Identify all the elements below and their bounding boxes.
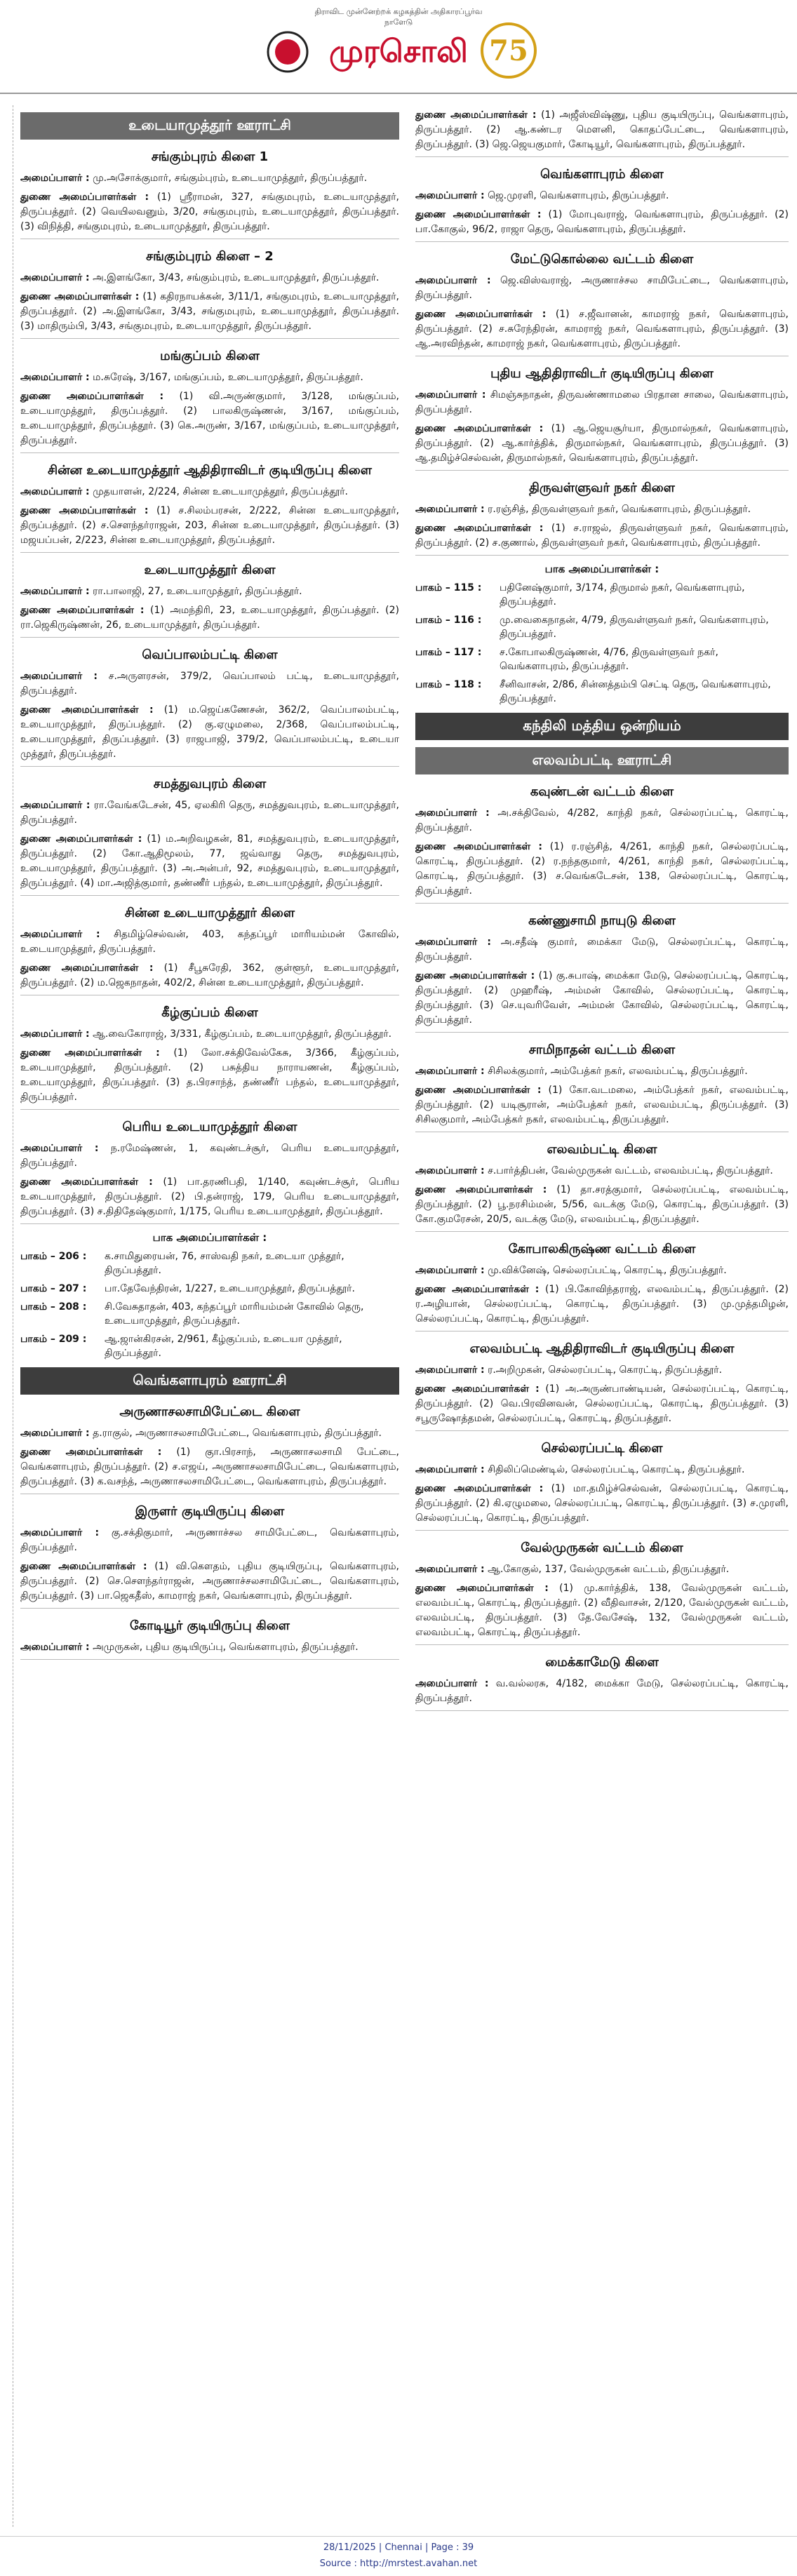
branch-heading: வெப்பாலம்பட்டி கிளை: [142, 648, 278, 662]
branch-heading: மைக்காமேடு கிளை: [545, 1655, 659, 1670]
deputy-names: (1) மா.தமிழ்ச்செல்வன், செல்லரப்பட்டி, கொரட்டி, திருப்பத்தூர். (2) கி.ஏழுமலை, செல்லரப்பட்டி, கொரட்டி, திருப்பத்தூர். (3) ச.முரளி, செல்லரப்பட்டி, கொரட்டி, திருப்பத்தூர்.: [415, 1483, 789, 1524]
booth-number: பாகம் – 116 :: [415, 615, 482, 626]
booth-number: பாகம் – 208 :: [20, 1301, 87, 1313]
organizer-name: ம.சுரேஷ், 3/167, மங்குப்பம், உடையாமுத்தூர், திருப்பத்தூர்.: [93, 372, 363, 383]
branch-heading: அருணாசலசாமிபேட்டை கிளை: [119, 1404, 300, 1419]
branch-heading: திருவள்ளுவர் நகர் கிளை: [529, 481, 675, 495]
organizer-name: ர.அறிமுகன், செல்லரப்பட்டி, கொரட்டி, திருப்பத்தூர்.: [488, 1364, 723, 1376]
deputy-names: (1) ச.சிலம்பரசன், 2/222, சின்ன உடையாமுத்தூர், திருப்பத்தூர். (2) ச.சௌந்தர்ராஜன், 203, சின்ன உடையாமுத்தூர், திருப்பத்தூர். (3) மஜயப்பன், 2/223, சின்ன உடையாமுத்தூர், திருப்பத்தூர்.: [20, 505, 399, 546]
deputy-names: (1) வி.அருண்குமார், 3/128, மங்குப்பம், உடையாமுத்தூர், திருப்பத்தூர். (2) பாலகிருஷ்ணன், 3/167, மங்குப்பம், உடையாமுத்தூர், திருப்பத்தூர். (3) கெ.அருண், 3/167, மங்குப்பம், உடையாமுத்தூர், திருப்பத்தூர்.: [20, 391, 399, 446]
branch-heading: கோடியூர் குடியிருப்பு கிளை: [130, 1618, 290, 1633]
deputy-label: துணை அமைப்பாளர்கள் :: [20, 1176, 153, 1188]
deputy-label: துணை அமைப்பாளர்கள் :: [20, 704, 154, 716]
organizer-name: ந.ரமேஷ்ணன், 1, கவுண்டச்சூர், பெரிய உடையாமுத்தூர், திருப்பத்தூர்.: [20, 1143, 399, 1169]
organizer-label: அமைப்பாளர் :: [415, 1165, 485, 1176]
booth-row: [20, 1300, 399, 1328]
organizer-label: அமைப்பாளர் :: [20, 173, 90, 184]
masthead: [0, 0, 797, 94]
branch-heading: பெரிய உடையாமுத்தூர் கிளை: [122, 1120, 297, 1134]
deputy-names: (1) ர.ரஞ்சித், 4/261, காந்தி நகர், செல்லரப்பட்டி, கொரட்டி, திருப்பத்தூர். (2) ர.நந்தகுமார், 4/261, காந்தி நகர், செல்லரப்பட்டி, கொரட்டி, திருப்பத்தூர். (3) ச.வெங்கடேசன், 138, செல்லரப்பட்டி, கொரட்டி, திருப்பத்தூர்.: [415, 841, 789, 897]
deputy-organizers-entry: [415, 840, 789, 899]
booth-organizer: பா.தேவேந்திரன், 1/227, உடையாமுத்தூர், திருப்பத்தூர்.: [105, 1283, 355, 1294]
branch-heading: சின்ன உடையாமுத்தூர் கிளை: [124, 906, 295, 920]
deputy-organizers-entry: [20, 389, 399, 448]
divider: [20, 1223, 399, 1224]
organizer-entry: [20, 1640, 399, 1655]
organizer-name: சிசிலக்குமார், அம்பேத்கர் நகர், எலவம்பட்டி, திருப்பத்தூர்.: [488, 1066, 748, 1077]
organizer-entry: [415, 1064, 789, 1079]
organizer-label: அமைப்பாளர் :: [415, 1066, 485, 1077]
party-emblem-inner: [275, 39, 300, 65]
masthead-title: முரசொலி: [329, 34, 468, 69]
organizer-name: ஜெ.முரளி, வெங்களாபுரம், திருப்பத்தூர்.: [488, 190, 669, 201]
divider: [415, 1231, 789, 1232]
deputy-organizers-entry: [20, 961, 399, 991]
booth-row: [415, 613, 789, 641]
deputy-label: துணை அமைப்பாளர்கள் :: [415, 1284, 540, 1295]
deputy-organizers-entry: [20, 603, 399, 633]
deputy-names: (1) மோபுவராஜ், வெங்களாபுரம், திருப்பத்தூர். (2) பா.கோகுல், 96/2, ராஜா தெரு, வெங்களாபுரம், திருப்பத்தூர்.: [415, 209, 789, 235]
organizer-name: அ.சதீஷ் குமார், மைக்கா மேடு, செல்லரப்பட்டி, கொரட்டி, திருப்பத்தூர்.: [415, 937, 789, 962]
branch-heading: கண்ணுசாமி நாயுடு கிளை: [528, 913, 676, 928]
branch-heading: சாமிநாதன் வட்டம் கிளை: [528, 1042, 676, 1057]
divider: [20, 766, 399, 767]
booth-organizer: மு.வைகைநாதன், 4/79, திருவள்ளுவர் நகர், வெங்களாபுரம், திருப்பத்தூர்.: [500, 615, 769, 640]
deputy-organizers-entry: [20, 1445, 399, 1489]
divider: [415, 903, 789, 904]
deputy-names: (1) அமந்திரி, 23, உடையாமுத்தூர், திருப்பத்தூர். (2) ரா.ஜெகிருஷ்ணன், 26, உடையாமுத்தூர், திருப்பத்தூர்.: [20, 605, 399, 631]
branch-heading: வெங்களாபுரம் கிளை: [540, 167, 664, 182]
branch-heading: மங்குப்பம் கிளை: [160, 349, 260, 363]
deputy-names: (1) குா.பிரசாந், அருணாசலசாமி பேட்டை, வெங்களாபுரம், திருப்பத்தூர். (2) ச.எஜய், அருணாசலசாமிபேட்டை, வெங்களாபுரம், திருப்பத்தூர். (3) க.வசந்த், அருணாசலசாமிபேட்டை, வெங்களாபுரம், திருப்பத்தூர்.: [20, 1447, 399, 1487]
deputy-names: (1) பா.தரணிபதி, 1/140, கவுண்டச்சூர், பெரிய உடையாமுத்தூர், திருப்பத்தூர். (2) பி.தன்ராஜ், 179, பெரிய உடையாமுத்தூர், திருப்பத்தூர். (3) ச.திதிதேஷ்குமார், 1/175, பெரிய உடையாமுத்தூர், திருப்பத்தூர்.: [20, 1176, 399, 1217]
organizer-name: ர.ரஞ்சித், திருவள்ளுவர் நகர், வெங்களாபுரம், திருப்பத்தூர்.: [488, 504, 751, 515]
deputy-names: (1) ஆ.ஜெயசூர்யா, திருமால்நகர், வெங்களாபுரம், திருப்பத்தூர். (2) ஆ.கார்த்திக், திருமால்நகர், வெங்களாபுரம், திருப்பத்தூர். (3) ஆ.தமிழ்ச்செல்வன், திருமால்நகர், வெங்களாபுரம், திருப்பத்தூர்.: [415, 423, 789, 464]
deputy-names: (1) கோ.வடமலை, அம்பேத்கர் நகர், எலவம்பட்டி, திருப்பத்தூர். (2) யடிசூரான், அம்பேத்கர் நகர், எலவம்பட்டி, திருப்பத்தூர். (3) சிசிலகுமார், அம்பேத்கர் நகர், எலவம்பட்டி, திருப்பத்தூர்.: [415, 1085, 789, 1125]
organizer-name: ச.பார்த்திபன், வேல்முருகன் வட்டம், எலவம்பட்டி, திருப்பத்தூர்.: [488, 1165, 773, 1176]
deputy-label: துணை அமைப்பாளர்கள் :: [20, 291, 140, 302]
divider: [415, 1430, 789, 1431]
deputy-organizers-entry: [415, 1183, 789, 1227]
masthead-logo: [239, 15, 558, 86]
deputy-names: (1) சீபூசுரேதி, 362, குள்ளூர், உடையாமுத்தூர், திருப்பத்தூர். (2) ம.ஜெகநாதன், 402/2, சின்ன உடையாமுத்தூர், திருப்பத்தூர்.: [20, 962, 399, 988]
branch-heading: இருளர் குடியிருப்பு கிளை: [135, 1504, 285, 1519]
organizer-entry: [415, 274, 789, 303]
organizer-label: அமைப்பாளர் :: [20, 929, 100, 940]
branch-heading: வேல்முருகன் வட்டம் கிளை: [521, 1541, 683, 1555]
deputy-organizers-entry: [415, 1282, 789, 1327]
branch-heading: உடையாமுத்தூர் கிளை: [144, 563, 276, 577]
organizer-name: சிமஞ்சுநாதன், திருவண்ணாமலை பிரதான சாலை, வெங்களாபுரம், திருப்பத்தூர்.: [415, 389, 789, 415]
booth-row: [415, 678, 789, 706]
organizer-entry: [415, 935, 789, 965]
deputy-organizers-entry: [415, 1083, 789, 1127]
branch-heading: கோபாலகிருஷ்ண வட்டம் கிளை: [508, 1242, 696, 1256]
booth-number: பாகம் – 115 :: [415, 582, 482, 593]
divider: [20, 1659, 399, 1660]
deputy-organizers-entry: [415, 307, 789, 351]
deputy-organizers-entry: [20, 832, 399, 891]
deputy-organizers-entry: [415, 208, 789, 237]
divider: [415, 241, 789, 242]
organizer-label: அமைப்பாளர் :: [415, 1464, 485, 1475]
booth-organizers-title: பாக அமைப்பாளர்கள் :: [152, 1231, 267, 1244]
booth-row: [415, 581, 789, 609]
organizer-label: அமைப்பாளர் :: [20, 671, 98, 682]
organizer-label: அமைப்பாளர் :: [415, 504, 485, 515]
organizer-entry: [20, 485, 399, 499]
deputy-organizers-entry: [415, 1581, 789, 1640]
organizer-entry: [415, 1562, 789, 1577]
deputy-label: துணை அமைப்பாளர்கள் :: [20, 1561, 147, 1572]
booth-number: பாகம் – 207 :: [20, 1283, 87, 1294]
left-column: [13, 105, 399, 2527]
organizer-entry: [20, 798, 399, 828]
organizer-entry: [415, 1164, 789, 1179]
masthead-tagline: திராவிட முன்னேற்றக் கழகத்தின் அதிகாரப்பூர்வ நாளேடு: [314, 7, 483, 27]
deputy-organizers-entry: [415, 1382, 789, 1426]
booth-organizer: ஆ.ஜான்கிரசன், 2/961, கீழ்குப்பம், உடையா முத்தூர், திருப்பத்தூர்.: [105, 1334, 342, 1359]
branch-heading: புதிய ஆதிதிராவிடர் குடியிருப்பு கிளை: [490, 366, 714, 381]
organizer-name: ஆ.வைகோராஜ், 3/331, கீழ்குப்பம், உடையாமுத்தூர், திருப்பத்தூர்.: [93, 1028, 392, 1040]
deputy-names: (1) அ.அருண்பாண்டியன், செல்லரப்பட்டி, கொரட்டி, திருப்பத்தூர். (2) வெ.பிரவினவன், செல்லரப்பட்டி, கொரட்டி, திருப்பத்தூர். (3) சபூருஷோத்தமன், செல்லரப்பட்டி, கொரட்டி, திருப்பத்தூர்.: [415, 1383, 789, 1424]
branch-heading: சமத்துவபுரம் கிளை: [153, 777, 267, 791]
deputy-label: துணை அமைப்பாளர்கள் :: [415, 970, 535, 981]
organizer-entry: [415, 1677, 789, 1706]
footer-source-link[interactable]: Source : http://mrstest.avahan.net: [319, 2558, 478, 2569]
booth-organizers-title: பாக அமைப்பாளர்கள் :: [544, 563, 659, 575]
divider: [415, 156, 789, 157]
deputy-label: துணை அமைப்பாளர்கள் :: [415, 1383, 540, 1395]
branch-heading: மேட்டுகொல்லை வட்டம் கிளை: [510, 252, 694, 267]
organizer-entry: [20, 1141, 399, 1171]
deputy-names: (1) ச.ஜீவானன், காமராஜ் நகர், வெங்களாபுரம், திருப்பத்தூர். (2) ச.சுரேந்திரன், காமராஜ் நகர், வெங்களாபுரம், திருப்பத்தூர். (3) ஆ.அரவிந்தன், காமராஜ் நகர், வெங்களாபுரம், திருப்பத்தூர்.: [415, 309, 789, 349]
organizer-entry: [20, 584, 399, 599]
organizer-label: அமைப்பாளர் :: [415, 1265, 485, 1276]
deputy-organizers-entry: [415, 969, 789, 1028]
deputy-label: துணை அமைப்பாளர்கள் :: [415, 109, 537, 121]
branch-heading: செல்லரப்பட்டி கிளை: [541, 1441, 663, 1456]
divider: [20, 637, 399, 638]
organizer-entry: [20, 171, 399, 186]
deputy-label: துணை அமைப்பாளர்கள் :: [415, 1583, 549, 1594]
organizer-name: அ.சக்திவேல், 4/282, காந்தி நகர், செல்லரப்பட்டி, கொரட்டி, திருப்பத்தூர்.: [415, 807, 789, 833]
organizer-entry: [20, 1526, 399, 1555]
organizer-label: அமைப்பாளர் :: [415, 275, 491, 286]
organizer-name: சிதிலிப்மெண்டில், செல்லரப்பட்டி, கொரட்டி, திருப்பத்தூர்.: [488, 1464, 745, 1475]
deputy-names: (1) ம.அறிவழகன், 81, சமத்துவபுரம், உடையாமுத்தூர், திருப்பத்தூர். (2) கோ.ஆதிமூலம், 77, ஜவ்வாது தெரு, சமத்துவபுரம், உடையாமுத்தூர், திருப்பத்தூர். (3) அ.அன்பர், 92, சமத்துவபுரம், உடையாமுத்தூர், திருப்பத்தூர். (4) மா.அஜித்குமார், தண்ணீர் பந்தல், உடையாமுத்தூர், திருப்பத்தூர்.: [20, 833, 399, 889]
section-band: உடையாமுத்தூர் ஊராட்சி: [20, 112, 399, 140]
organizer-name: கு.சக்திகுமார், அருணாச்சல சாமிபேட்டை, வெங்களாபுரம், திருப்பத்தூர்.: [20, 1527, 399, 1553]
divider: [415, 1032, 789, 1033]
deputy-organizers-entry: [20, 703, 399, 762]
deputy-organizers-entry: [20, 1175, 399, 1219]
deputy-label: துணை அமைப்பாளர்கள் :: [20, 962, 154, 974]
divider: [415, 1710, 789, 1711]
divider: [415, 555, 789, 556]
deputy-label: துணை அமைப்பாளர்கள் :: [415, 423, 544, 434]
section-band: வெங்களாபுரம் ஊராட்சி: [20, 1367, 399, 1395]
deputy-organizers-entry: [415, 108, 789, 152]
organizer-label: அமைப்பாளர் :: [20, 372, 90, 383]
branch-heading: சின்ன உடையாமுத்தூர் ஆதிதிராவிடர் குடியிருப்பு கிளை: [47, 463, 373, 478]
deputy-label: துணை அமைப்பாளர்கள் :: [415, 523, 544, 534]
deputy-label: துணை அமைப்பாளர்கள் :: [20, 1447, 162, 1458]
organizer-entry: [20, 669, 399, 699]
deputy-label: துணை அமைப்பாளர்கள் :: [415, 1483, 544, 1494]
deputy-organizers-entry: [20, 290, 399, 334]
booth-row: [20, 1282, 399, 1296]
organizer-entry: [20, 927, 399, 957]
deputy-names: (1) பி.கோவிந்தராஜ், எலவம்பட்டி, திருப்பத்தூர். (2) ர.அழியான், செல்லரப்பட்டி, கொரட்டி, திருப்பத்தூர். (3) மு.முத்தமிழன், செல்லரப்பட்டி, கொரட்டி, திருப்பத்தூர்.: [415, 1284, 789, 1324]
booth-organizer: பதினேஷ்குமார், 3/174, திருமால் நகர், வெங்களாபுரம், திருப்பத்தூர்.: [500, 582, 745, 608]
deputy-names: (1) மு.கார்த்திக், 138, வேல்முருகன் வட்டம், எலவம்பட்டி, கொரட்டி, திருப்பத்தூர். (2) வீதிவாசன், 2/120, வேல்முருகன் வட்டம், எலவம்பட்டி, திருப்பத்தூர். (3) தே.வேசேஷ், 132, வேல்முருகன் வட்டம், எலவம்பட்டி, கொரட்டி, திருப்பத்தூர்.: [415, 1583, 789, 1638]
deputy-names: (1) ஸ்ரீராமன், 327, சங்குமபுரம், உடையாமுத்தூர், திருப்பத்தூர். (2) வெயிலவனும், 3/20, சங்குமபுரம், உடையாமுத்தூர், திருப்பத்தூர். (3) விநித்தி, சங்குமபுரம், உடையாமுத்தூர், திருப்பத்தூர்.: [20, 192, 399, 232]
organizer-name: ஆ.கோகுல், 137, வேல்முருகன் வட்டம், திருப்பத்தூர்.: [488, 1564, 730, 1575]
organizer-label: அமைப்பாளர் :: [415, 389, 486, 401]
branch-heading: கீழ்குப்பம் கிளை: [161, 1005, 258, 1020]
organizer-entry: [415, 806, 789, 836]
organizer-entry: [415, 1463, 789, 1477]
organizer-label: அமைப்பாளர் :: [415, 807, 490, 819]
organizer-label: அமைப்பாளர் :: [415, 937, 492, 948]
organizer-name: மு.விக்னேஷ், செல்லரப்பட்டி, கொரட்டி, திருப்பத்தூர்.: [488, 1265, 727, 1276]
organizer-name: வ.வல்லரசு, 4/182, மைக்கா மேடு, செல்லரப்பட்டி, கொரட்டி, திருப்பத்தூர்.: [415, 1678, 789, 1704]
deputy-label: துணை அமைப்பாளர்கள் :: [20, 605, 145, 616]
organizer-label: அமைப்பாளர் :: [20, 586, 90, 597]
page-footer: [0, 2536, 797, 2576]
divider: [20, 895, 399, 896]
organizer-label: அமைப்பாளர் :: [415, 1364, 485, 1376]
organizer-label: அமைப்பாளர் :: [20, 486, 90, 497]
organizer-name: ரா.பாலாஜி, 27, உடையாமுத்தூர், திருப்பத்தூர்.: [93, 586, 302, 597]
divider: [415, 470, 789, 471]
deputy-names: (1) கு.சுபாஷ், மைக்கா மேடு, செல்லரப்பட்டி, கொரட்டி, திருப்பத்தூர். (2) முஹரீஷ், அம்மன் கோவில், செல்லரப்பட்டி, கொரட்டி, திருப்பத்தூர். (3) செ.யுவரிவேள், அம்மன் கோவில், செல்லரப்பட்டி, கொரட்டி, திருப்பத்தூர்.: [415, 970, 789, 1026]
booth-number: பாகம் – 118 :: [415, 679, 482, 690]
organizer-label: அமைப்பாளர் :: [20, 800, 91, 811]
divider: [20, 452, 399, 453]
organizer-entry: [20, 370, 399, 385]
booth-organizer: சீனிவாசன், 2/86, சின்னத்தம்பி செட்டி தெரு, வெங்களாபுரம், திருப்பத்தூர்.: [500, 679, 771, 704]
deputy-label: துணை அமைப்பாளர்கள் :: [415, 1184, 547, 1195]
deputy-label: துணை அமைப்பாளர்கள் :: [415, 841, 542, 852]
organizer-name: ச.அருளரசன், 379/2, வெப்பாலம் பட்டி, உடையாமுத்தூர், திருப்பத்தூர்.: [20, 671, 399, 697]
booth-number: பாகம் – 209 :: [20, 1334, 87, 1345]
organizer-label: அமைப்பாளர் :: [20, 1428, 90, 1439]
deputy-label: துணை அமைப்பாளர்கள் :: [20, 391, 164, 402]
deputy-names: (1) கதிரநாயக்கன், 3/11/1, சங்குமபுரம், உடையாமுத்தூர், திருப்பத்தூர். (2) அ.இளங்கோ, 3/43, சங்குமபுரம், உடையாமுத்தூர், திருப்பத்தூர். (3) மாதிரும்பி, 3/43, சங்குமபுரம், உடையாமுத்தூர், திருப்பத்தூர்.: [20, 291, 399, 332]
organizer-label: அமைப்பாளர் :: [20, 1143, 99, 1154]
organizer-entry: [20, 1426, 399, 1441]
organizer-entry: [20, 1027, 399, 1042]
deputy-organizers-entry: [20, 1046, 399, 1105]
organizer-name: அமுருகன், புதிய குடியிருப்பு, வெங்களாபுரம், திருப்பத்தூர்.: [93, 1642, 359, 1653]
organizer-label: அமைப்பாளர் :: [415, 1564, 485, 1575]
deputy-names: (1) தா.சரத்குமார், செல்லரப்பட்டி, எலவம்பட்டி, திருப்பத்தூர். (2) பூ.நரசிம்மன், 5/56, வடக்கு மேடு, கொரட்டி, திருப்பத்தூர். (3) கோ.குமரேசன், 20/5, வடக்கு மேடு, எலவம்பட்டி, திருப்பத்தூர்.: [415, 1184, 789, 1225]
deputy-organizers-entry: [20, 504, 399, 548]
booth-number: பாகம் – 206 :: [20, 1251, 87, 1262]
branch-heading: சங்கும்புரம் கிளை – 2: [146, 249, 274, 264]
branch-heading: சங்கும்புரம் கிளை 1: [151, 149, 269, 164]
organizer-entry: [415, 502, 789, 517]
deputy-label: துணை அமைப்பாளர்கள் :: [20, 1047, 160, 1059]
deputy-organizers-entry: [20, 190, 399, 234]
organizer-name: ரா.வேங்கடேசன், 45, ஏலகிரி தெரு, சமத்துவபுரம், உடையாமுத்தூர், திருப்பத்தூர்.: [20, 800, 399, 826]
divider: [20, 1608, 399, 1609]
divider: [415, 1530, 789, 1531]
deputy-label: துணை அமைப்பாளர்கள் :: [20, 192, 149, 203]
deputy-organizers-entry: [415, 521, 789, 551]
organizer-name: சிதமிழ்செல்வன், 403, கந்தப்பூர் மாரியம்மன் கோவில், உடையாமுத்தூர், திருப்பத்தூர்.: [20, 929, 399, 955]
organizer-label: அமைப்பாளர் :: [20, 1642, 90, 1653]
organizer-label: அமைப்பாளர் :: [20, 1527, 100, 1538]
right-column: [415, 105, 789, 2527]
organizer-name: ஜெ.விஸ்வராஜ், அருணாச்சல சாமிபேட்டை, வெங்களாபுரம், திருப்பத்தூர்.: [415, 275, 789, 301]
booth-row: [415, 645, 789, 673]
branch-heading: கவுண்டன் வட்டம் கிளை: [530, 784, 674, 799]
booth-row: [20, 1249, 399, 1277]
deputy-organizers-entry: [415, 422, 789, 466]
divider: [415, 1644, 789, 1645]
deputy-label: துணை அமைப்பாளர்கள் :: [415, 1085, 542, 1096]
branch-heading: எலவம்பட்டி ஆதிதிராவிடர் குடியிருப்பு கிளை: [469, 1341, 735, 1356]
deputy-label: துணை அமைப்பாளர்கள் :: [415, 209, 542, 220]
deputy-names: (1) வி.கௌதம், புதிய குடியிருப்பு, வெங்களாபுரம், திருப்பத்தூர். (2) செ.சௌந்தர்ராஜன், அருணாச்சலசாமிபேட்டை, வெங்களாபுரம், திருப்பத்தூர். (3) பா.ஜெகதீஸ், காமராஜ் நகர், வெங்களாபுரம், திருப்பத்தூர்.: [20, 1561, 399, 1602]
deputy-label: துணை அமைப்பாளர்கள் :: [415, 309, 547, 320]
organizer-name: முதயாளன், 2/224, சின்ன உடையாமுத்தூர், திருப்பத்தூர்.: [93, 486, 348, 497]
organizer-entry: [415, 189, 789, 203]
booth-organizer: ச.கோபாலகிருஷ்ணன், 4/76, திருவள்ளுவர் நகர், வெங்களாபுரம், திருப்பத்தூர்.: [500, 647, 718, 672]
organizer-label: அமைப்பாளர் :: [20, 1028, 90, 1040]
deputy-label: துணை அமைப்பாளர்கள் :: [20, 833, 142, 845]
booth-organizer: சி.வேசுதாதன், 403, கந்தப்பூர் மாரியம்மன் கோவில் தெரு, உடையாமுத்தூர், திருப்பத்தூர்.: [105, 1301, 364, 1327]
organizer-name: மு.அசோக்குமார், சங்கும்புரம், உடையாமுத்தூர், திருப்பத்தூர்.: [93, 173, 368, 184]
booth-row: [20, 1332, 399, 1360]
deputy-label: துணை அமைப்பாளர்கள் :: [20, 505, 149, 516]
divider: [20, 338, 399, 339]
deputy-organizers-entry: [20, 1559, 399, 1604]
deputy-names: (1) ம.ஜெய்கணேசன், 362/2, வெப்பாலம்பட்டி, உடையாமுத்தூர், திருப்பத்தூர். (2) கு.ஏழுமலை, 2/368, வெப்பாலம்பட்டி, உடையாமுத்தூர், திருப்பத்தூர். (3) ராஜபாஜி, 379/2, வெப்பாலம்பட்டி, உடையா முத்தூர், திருப்பத்தூர்.: [20, 704, 399, 760]
organizer-label: அமைப்பாளர் :: [415, 1678, 489, 1689]
section-band: கந்திலி மத்திய ஒன்றியம்: [415, 713, 789, 740]
anniversary-number: 75: [489, 34, 528, 67]
deputy-names: (1) லோ.சக்திவேல்கேசு, 3/366, கீழ்குப்பம், உடையாமுத்தூர், திருப்பத்தூர். (2) பசுத்திய நாராயணன், கீழ்குப்பம், உடையாமுத்தூர், திருப்பத்தூர். (3) த.பிரசாந்த், தண்ணீர் பந்தல், உடையாமுத்தூர், திருப்பத்தூர்.: [20, 1047, 399, 1103]
organizer-label: அமைப்பாளர் :: [415, 190, 485, 201]
branch-heading: எலவம்பட்டி கிளை: [547, 1142, 657, 1157]
footer-date-line: 28/11/2025 | Chennai | Page : 39: [323, 2542, 474, 2553]
organizer-entry: [415, 388, 789, 417]
divider: [20, 552, 399, 553]
section-band: எலவம்பட்டி ஊராட்சி: [415, 747, 789, 774]
deputy-names: (1) அஜீஸ்விஷ்ணு, புதிய குடியிருப்பு, வெங்களாபுரம், திருப்பத்தூர். (2) ஆ.கண்டர மௌனி, கொதப்பேட்டை, வெங்களாபுரம், திருப்பத்தூர். (3) ஜெ.ஜெயகுமார், கோடியூர், வெங்களாபுரம், திருப்பத்தூர்.: [415, 109, 789, 150]
deputy-organizers-entry: [415, 1482, 789, 1526]
booth-number: பாகம் – 117 :: [415, 647, 482, 658]
organizer-name: அ.இளங்கோ, 3/43, சங்கும்புரம், உடையாமுத்தூர், திருப்பத்தூர்.: [93, 272, 380, 283]
organizer-name: த.ராகுல், அருணாசலசாமிபேட்டை, வெங்களாபுரம், திருப்பத்தூர்.: [93, 1428, 382, 1439]
organizer-entry: [20, 271, 399, 286]
deputy-names: (1) ச.ராஜல், திருவள்ளுவர் நகர், வெங்களாபுரம், திருப்பத்தூர். (2) ச.குணால், திருவள்ளுவர் நகர், வெங்களாபுரம், திருப்பத்தூர்.: [415, 523, 789, 549]
booth-organizer: க.சாமிதுரையன், 76, சாஸ்வதி நகர், உடையா முத்தூர், திருப்பத்தூர்.: [105, 1251, 344, 1276]
organizer-entry: [415, 1263, 789, 1278]
divider: [20, 1109, 399, 1110]
organizer-entry: [415, 1363, 789, 1378]
organizer-label: அமைப்பாளர் :: [20, 272, 90, 283]
